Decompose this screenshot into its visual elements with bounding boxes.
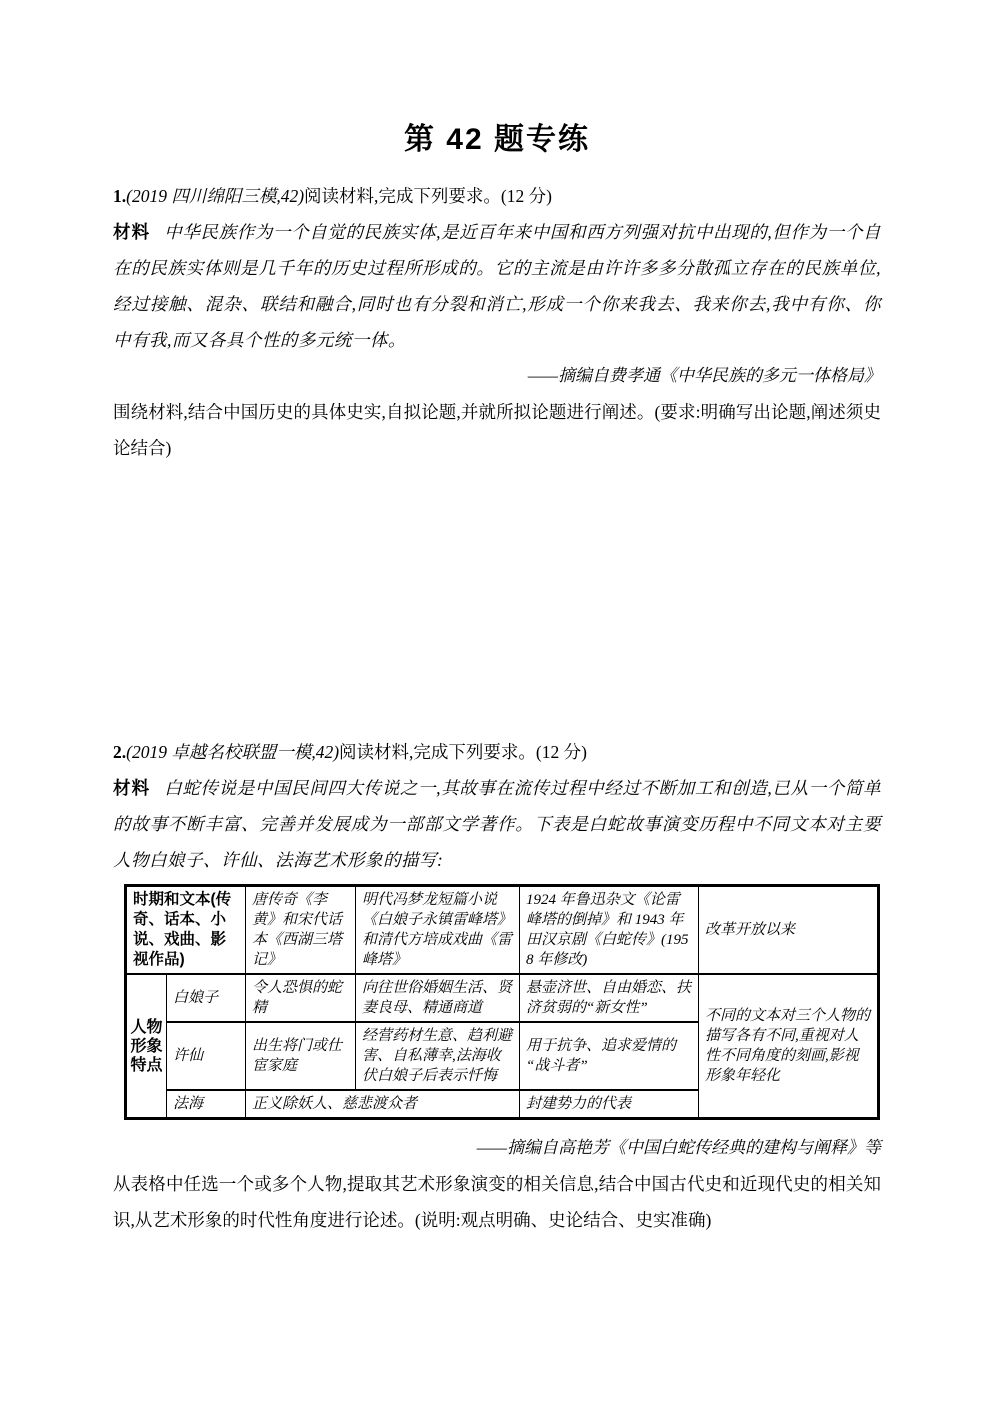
bainiangzi-ming-qing-cell: 向往世俗婚姻生活、贤妻良母、精通商道 xyxy=(356,974,520,1022)
fahai-premodern-cell: 正义除妖人、慈悲渡众者 xyxy=(246,1090,520,1119)
table-corner-cell: 时期和文本(传奇、话本、小说、戏曲、影视作品) xyxy=(126,886,246,975)
xuxian-ming-qing-cell: 经营药材生意、趋利避害、自私薄幸,法海收伏白娘子后表示忏悔 xyxy=(356,1022,520,1090)
question-2-source: (2019 卓越名校联盟一模,42) xyxy=(126,742,340,762)
character-name-cell: 法海 xyxy=(167,1090,246,1119)
table-header-row xyxy=(126,886,879,975)
page-title: 第 42 题专练 xyxy=(403,123,591,156)
question-1-heading xyxy=(113,178,881,214)
period-cell-republic: 1924 年鲁迅杂文《论雷峰塔的倒掉》和 1943 年田汉京剧《白蛇传》(1958 年修改) xyxy=(520,886,699,975)
question-2-attribution: ——摘编自高艳芳《中国白蛇传经典的建构与阐释》等 xyxy=(476,1138,881,1157)
question-1-source: (2019 四川绵阳三模,42) xyxy=(126,186,305,206)
row-group-label-cell: 人物形象特点 xyxy=(126,974,167,1119)
material-text-1: 中华民族作为一个自觉的民族实体,是近百年来中国和西方列强对抗中出现的,但作为一个自在的民族实体则是几千年的历史过程所形成的。它的主流是由许许多多分散孤立存在的民族单位,经过接触、混杂、联结和融合,同时也有分裂和消亡,形成一个你来我去、我来你去,我中有你、你中有我,而又各具个性的多元统一体。 xyxy=(113,222,881,350)
question-1-number: 1. xyxy=(113,186,127,206)
table-gap xyxy=(113,1120,881,1130)
question-1-material xyxy=(113,214,881,358)
xuxian-tang-song-cell: 出生将门或仕宦家庭 xyxy=(246,1022,356,1090)
comparison-table xyxy=(124,884,880,1120)
table-row-bainiangzi xyxy=(126,974,879,1022)
period-cell-tang-song: 唐传奇《李黄》和宋代话本《西湖三塔记》 xyxy=(246,886,356,975)
question-2 xyxy=(113,734,881,1238)
question-2-material xyxy=(113,770,881,878)
question-1-task: 围绕材料,结合中国历史的具体史实,自拟论题,并就所拟论题进行阐述。(要求:明确写出论题,阐述须史论结合) xyxy=(113,402,881,458)
bainiangzi-republic-cell: 悬壶济世、自由婚恋、扶济贫弱的“新女性” xyxy=(520,974,699,1022)
material-label-2: 材料 xyxy=(113,778,151,798)
question-2-number: 2. xyxy=(113,742,127,762)
question-1-attribution: ——摘编自费孝通《中华民族的多元一体格局》 xyxy=(527,366,881,385)
xuxian-republic-cell: 用于抗争、追求爱情的“战斗者” xyxy=(520,1022,699,1090)
question-1-directive: 阅读材料,完成下列要求。(12 分) xyxy=(304,186,552,206)
period-cell-ming-qing: 明代冯梦龙短篇小说《白娘子永镇雷峰塔》和清代方培成戏曲《雷峰塔》 xyxy=(356,886,520,975)
answer-space xyxy=(113,466,881,718)
question-2-task: 从表格中任选一个或多个人物,提取其艺术形象演变的相关信息,结合中国古代史和近现代史的相关知识,从艺术形象的时代性角度进行论述。(说明:观点明确、史论结合、史实准确) xyxy=(113,1174,881,1230)
material-text-2: 白蛇传说是中国民间四大传说之一,其故事在流传过程中经过不断加工和创造,已从一个简单的故事不断丰富、完善并发展成为一部部文学著作。下表是白蛇故事演变历程中不同文本对主要人物白娘子、许仙、法海艺术形象的描写: xyxy=(113,778,881,870)
question-2-directive: 阅读材料,完成下列要求。(12 分) xyxy=(339,742,587,762)
character-name-cell: 白娘子 xyxy=(167,974,246,1022)
character-name-cell: 许仙 xyxy=(167,1022,246,1090)
question-1 xyxy=(113,178,881,466)
question-2-heading xyxy=(113,734,881,770)
fahai-republic-cell: 封建势力的代表 xyxy=(520,1090,699,1119)
material-label-1: 材料 xyxy=(113,222,151,242)
bainiangzi-tang-song-cell: 令人恐惧的蛇精 xyxy=(246,974,356,1022)
period-cell-reform-era: 改革开放以来 xyxy=(699,886,879,975)
merged-note-cell: 不同的文本对三个人物的描写各有不同,重视对人性不同角度的刻画,影视形象年轻化 xyxy=(699,974,879,1119)
